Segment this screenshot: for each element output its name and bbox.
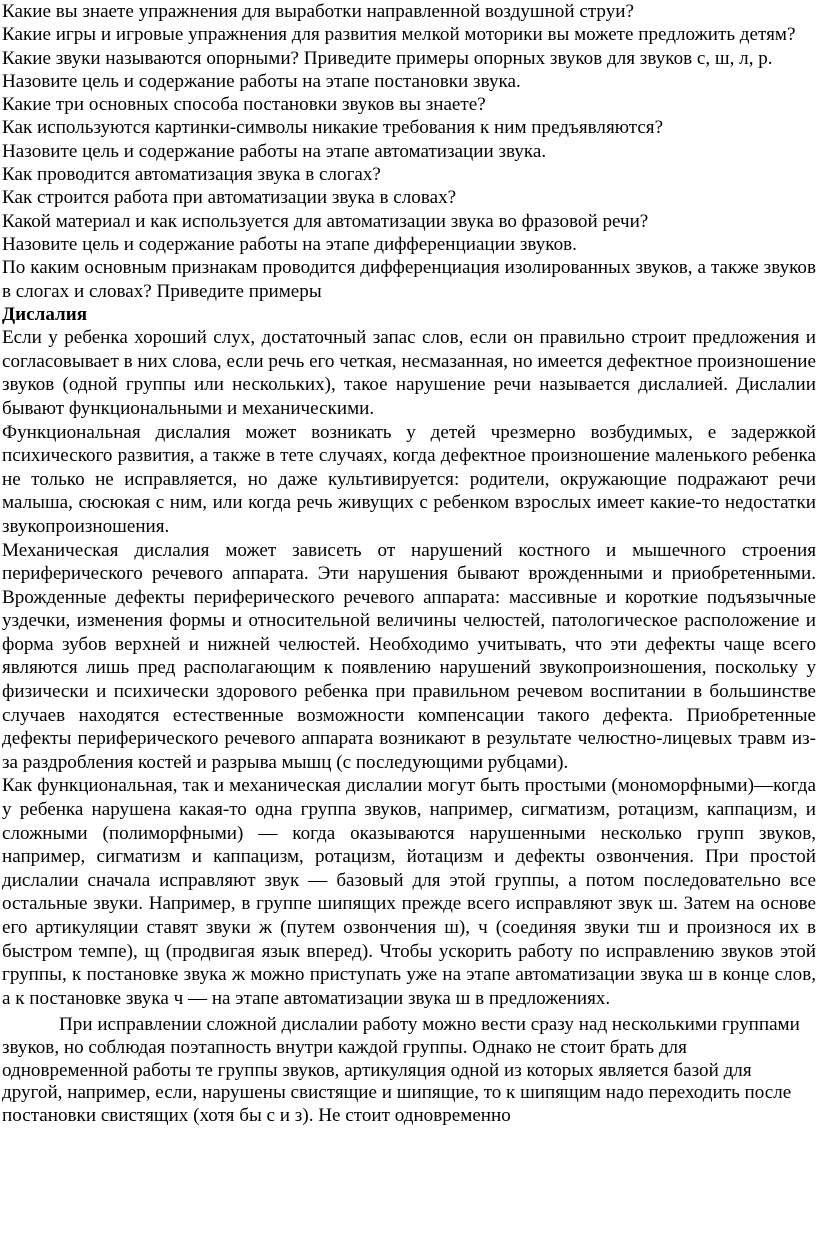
paragraph-definition: Если у ребенка хороший слух, достаточный запас слов, если он правильно строит предложения и согласовывает в них слова, если речь его четкая, несмазанная, но имеется дефектное произношение звуков (одной группы или нескольких), такое нарушение речи называется дислалией. Дислалии бывают функциональными и механическими. <box>2 327 816 419</box>
question-3: Какие звуки называются опорными? Приведите примеры опорных звуков для звуков с, ш, л, р. <box>2 47 773 69</box>
question-11: Назовите цель и содержание работы на этапе дифференциации звуков. <box>2 233 577 255</box>
paragraph-functional-dyslalia: Функциональная дислалия может возникать у детей чрезмерно возбудимых, е задержкой психического развития, а также в тете случаях, когда дефектное произношение маленького ребенка не только не исправляется, но даже культивируется: родители, окружающие подражают речи малыша, сюсюкая с ним, или когда речь живущих с ребенком взрослых имеет какие-то недостатки звукопроизношения. <box>2 421 816 537</box>
question-12: По каким основным признакам проводится дифференциация изолированных звуков, а также звуков в слогах и словах? Приведите примеры <box>2 257 816 302</box>
question-2: Какие игры и игровые упражнения для развития мелкой моторики вы можете предложить детям? <box>2 24 796 46</box>
question-1: Какие вы знаете упражнения для выработки направленной воздушной струи? <box>2 1 634 22</box>
questions-list <box>2 0 816 303</box>
question-5: Какие три основных способа постановки звуков вы знаете? <box>2 94 486 116</box>
paragraph-complex-correction: При исправлении сложной дислалии работу можно вести сразу над несколькими группами звуков, но соблюдая поэтапность внутри каждой группы. Однако не стоит брать для одновременной работы те группы звуков, артикуляция одной из которых является базой для другой, например, если, нарушены свистящие и шипящие, то к шипящим надо переходить после постановки свистящих (хотя бы с и з). Не стоит одновременно <box>2 1014 800 1127</box>
question-7: Назовите цель и содержание работы на этапе автоматизации звука. <box>2 140 547 162</box>
paragraph-mechanical-dyslalia: Механическая дислалия может зависеть от нарушений костного и мышечного строения периферического речевого аппарата. Эти нарушения бывают врожденными и приобретенными. Врожденные дефекты периферического речевого аппарата: массивные и короткие подъязычные уздечки, изменения формы и относительной величины челюстей, патологическое расположение и форма зубов верхней и нижней челюстей. Необходимо учитывать, что эти дефекты чаще всего являются лишь пред располагающим к появлению нарушений звукопроизношения, поскольку у физически и психически здорового ребенка при правильном речевом воспитании в большинстве случаев находятся естественные возможности компенсации такого дефекта. Приобретенные дефекты периферического речевого аппарата возникают в результате челюстно-лицевых травм из-за раздробления костей и разрыва мышц (с последующими рубцами). <box>2 539 816 773</box>
question-10: Какой материал и как используется для автоматизации звука во фразовой речи? <box>2 210 649 232</box>
question-9: Как строится работа при автоматизации звука в словах? <box>2 187 457 209</box>
question-6: Как используются картинки-символы никакие требования к ним предъявляются? <box>2 117 664 139</box>
section-heading: Дислалия <box>2 303 88 325</box>
question-8: Как проводится автоматизация звука в слогах? <box>2 164 381 186</box>
question-4: Назовите цель и содержание работы на этапе постановки звука. <box>2 70 521 92</box>
paragraph-simple-complex: Как функциональная, так и механическая дислалии могут быть простыми (мономорфными)—когда у ребенка нарушена какая-то одна группа звуков, например, сигматизм, ротацизм, каппацизм, и сложными (полиморфными) — когда оказываются нарушенными несколько групп звуков, например, сигматизм и каппацизм, ротацизм, йотацизм и дефекты озвончения. При простой дислалии сначала исправляют звук — базовый для этой группы, а потом последовательно все остальные звуки. Например, в группе шипящих прежде всего исправляют звук ш. Затем на основе его артикуляции ставят звуки ж (путем озвончения ш), ч (соединяя звуки тш и произнося их в быстром темпе), щ (продвигая язык вперед). Чтобы ускорить работу по исправлению звуков этой группы, к постановке звука ж можно приступать уже на этапе автоматизации звука ш в конце слов, а к постановке звука ч — на этапе автоматизации звука ш в предложениях. <box>2 775 816 1009</box>
